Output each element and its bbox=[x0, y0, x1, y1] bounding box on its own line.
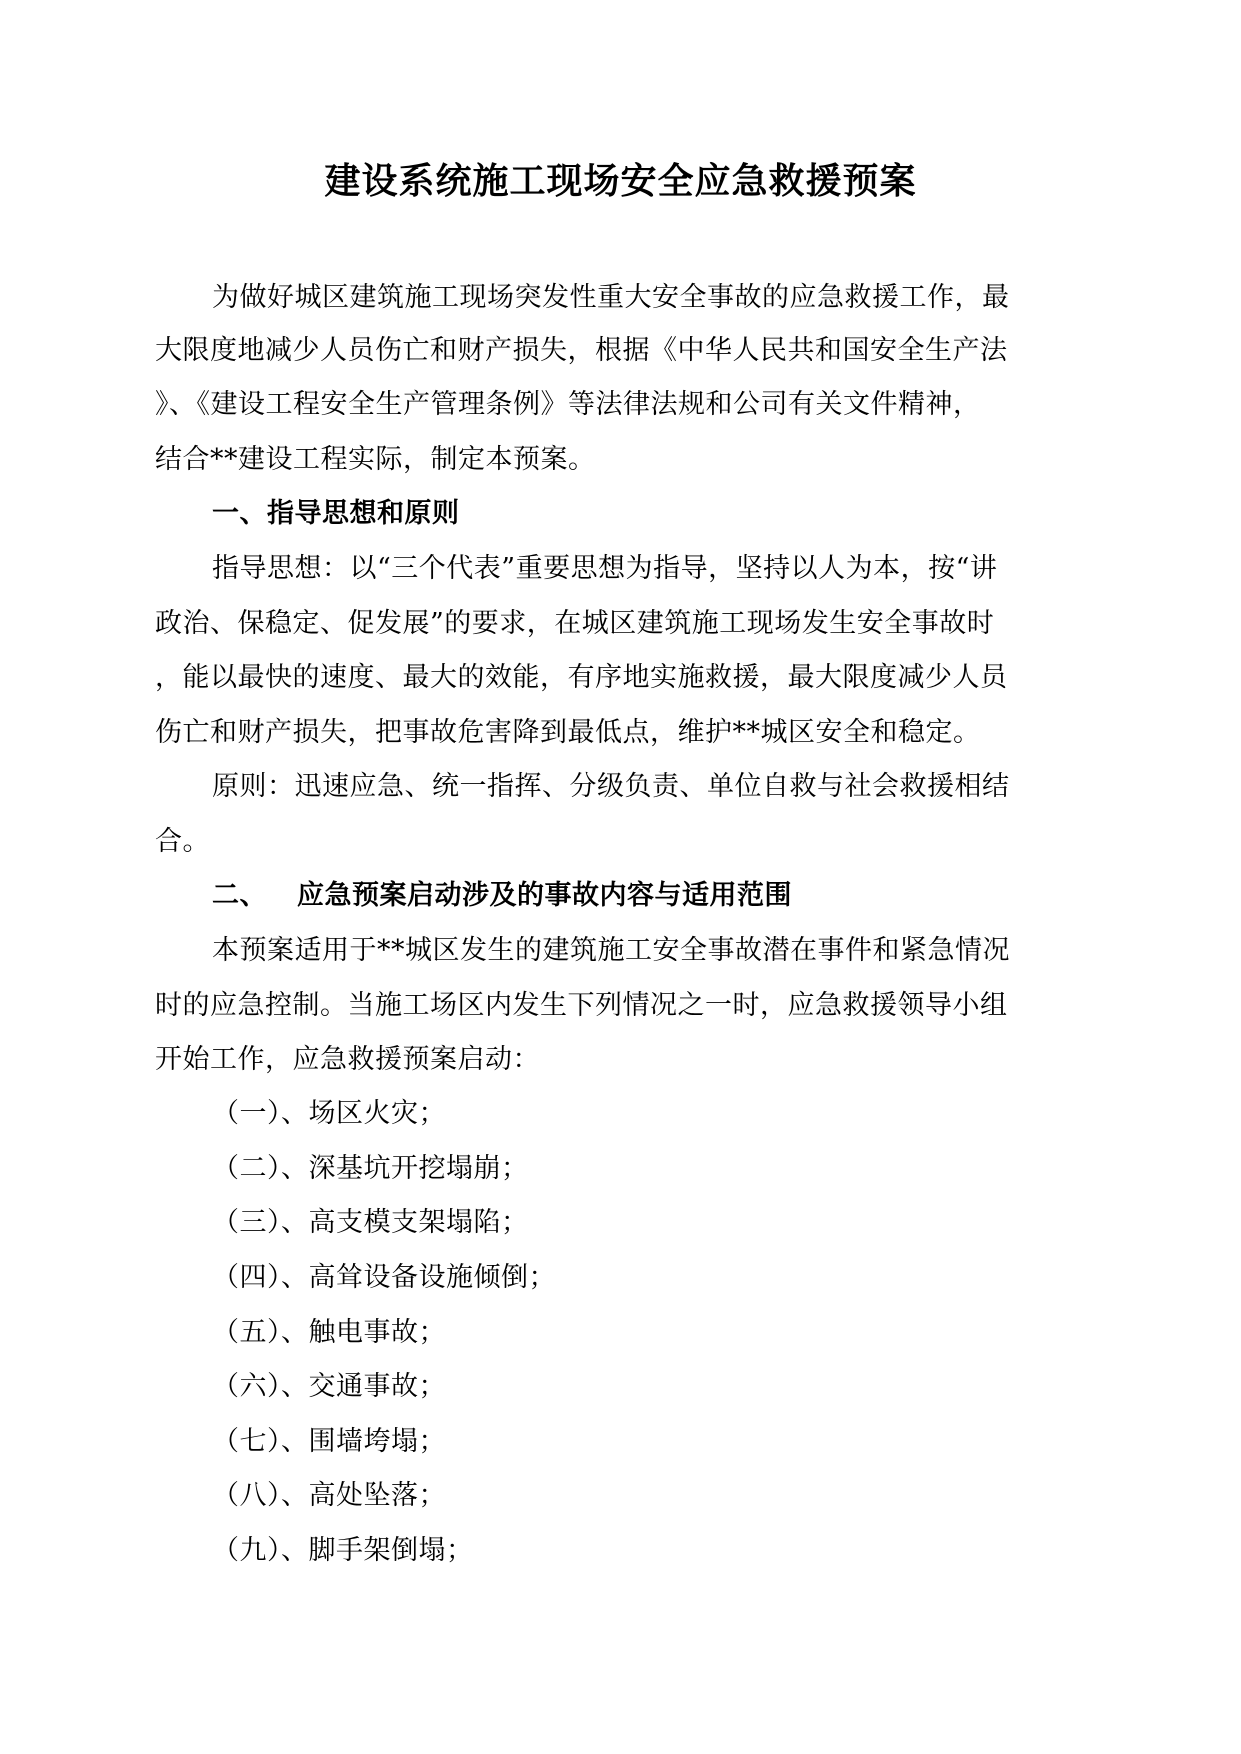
guiding-line: 政治、保稳定、促发展”的要求，在城区建筑施工现场发生安全事故时 bbox=[155, 608, 995, 639]
list-item: （四）、高耸设备设施倾倒； bbox=[212, 1262, 556, 1293]
scope-line: 本预案适用于**城区发生的建筑施工安全事故潜在事件和紧急情况 bbox=[212, 935, 1010, 966]
section-2-heading bbox=[212, 876, 792, 916]
list-item: （五）、触电事故； bbox=[212, 1317, 446, 1348]
principle-line: 原则：迅速应急、统一指挥、分级负责、单位自救与社会救援相结 bbox=[212, 771, 1010, 802]
intro-line: 》、《建设工程安全生产管理条例》等法律法规和公司有关文件精神， bbox=[155, 389, 981, 420]
list-item: （一）、场区火灾； bbox=[212, 1098, 446, 1129]
scope-line: 时的应急控制。当施工场区内发生下列情况之一时，应急救援领导小组 bbox=[155, 990, 1008, 1021]
guiding-line: 指导思想：以“三个代表”重要思想为指导，坚持以人为本，按“讲 bbox=[212, 553, 998, 584]
intro-line: 结合**建设工程实际，制定本预案。 bbox=[155, 444, 596, 475]
intro-line: 大限度地减少人员伤亡和财产损失，根据《中华人民共和国安全生产法 bbox=[155, 335, 1008, 366]
list-item: （八）、高处坠落； bbox=[212, 1480, 446, 1511]
section-1-heading: 一、指导思想和原则 bbox=[212, 498, 460, 529]
section-2-heading-number: 二、 bbox=[212, 880, 267, 911]
intro-line: 为做好城区建筑施工现场突发性重大安全事故的应急救援工作，最 bbox=[212, 282, 1010, 313]
guiding-line: ，能以最快的速度、最大的效能，有序地实施救援，最大限度减少人员 bbox=[155, 662, 1008, 693]
guiding-line: 伤亡和财产损失，把事故危害降到最低点，维护**城区安全和稳定。 bbox=[155, 717, 981, 748]
principle-line: 合。 bbox=[155, 826, 210, 857]
scope-line: 开始工作，应急救援预案启动： bbox=[155, 1044, 540, 1075]
list-item: （六）、交通事故； bbox=[212, 1371, 446, 1402]
section-2-heading-text: 应急预案启动涉及的事故内容与适用范围 bbox=[297, 880, 792, 911]
list-item: （七）、围墙垮塌； bbox=[212, 1426, 446, 1457]
list-item: （三）、高支模支架塌陷； bbox=[212, 1207, 529, 1238]
list-item: （二）、深基坑开挖塌崩； bbox=[212, 1153, 529, 1184]
list-item: （九）、脚手架倒塌； bbox=[212, 1535, 474, 1566]
page-title: 建设系统施工现场安全应急救援预案 bbox=[324, 161, 917, 202]
